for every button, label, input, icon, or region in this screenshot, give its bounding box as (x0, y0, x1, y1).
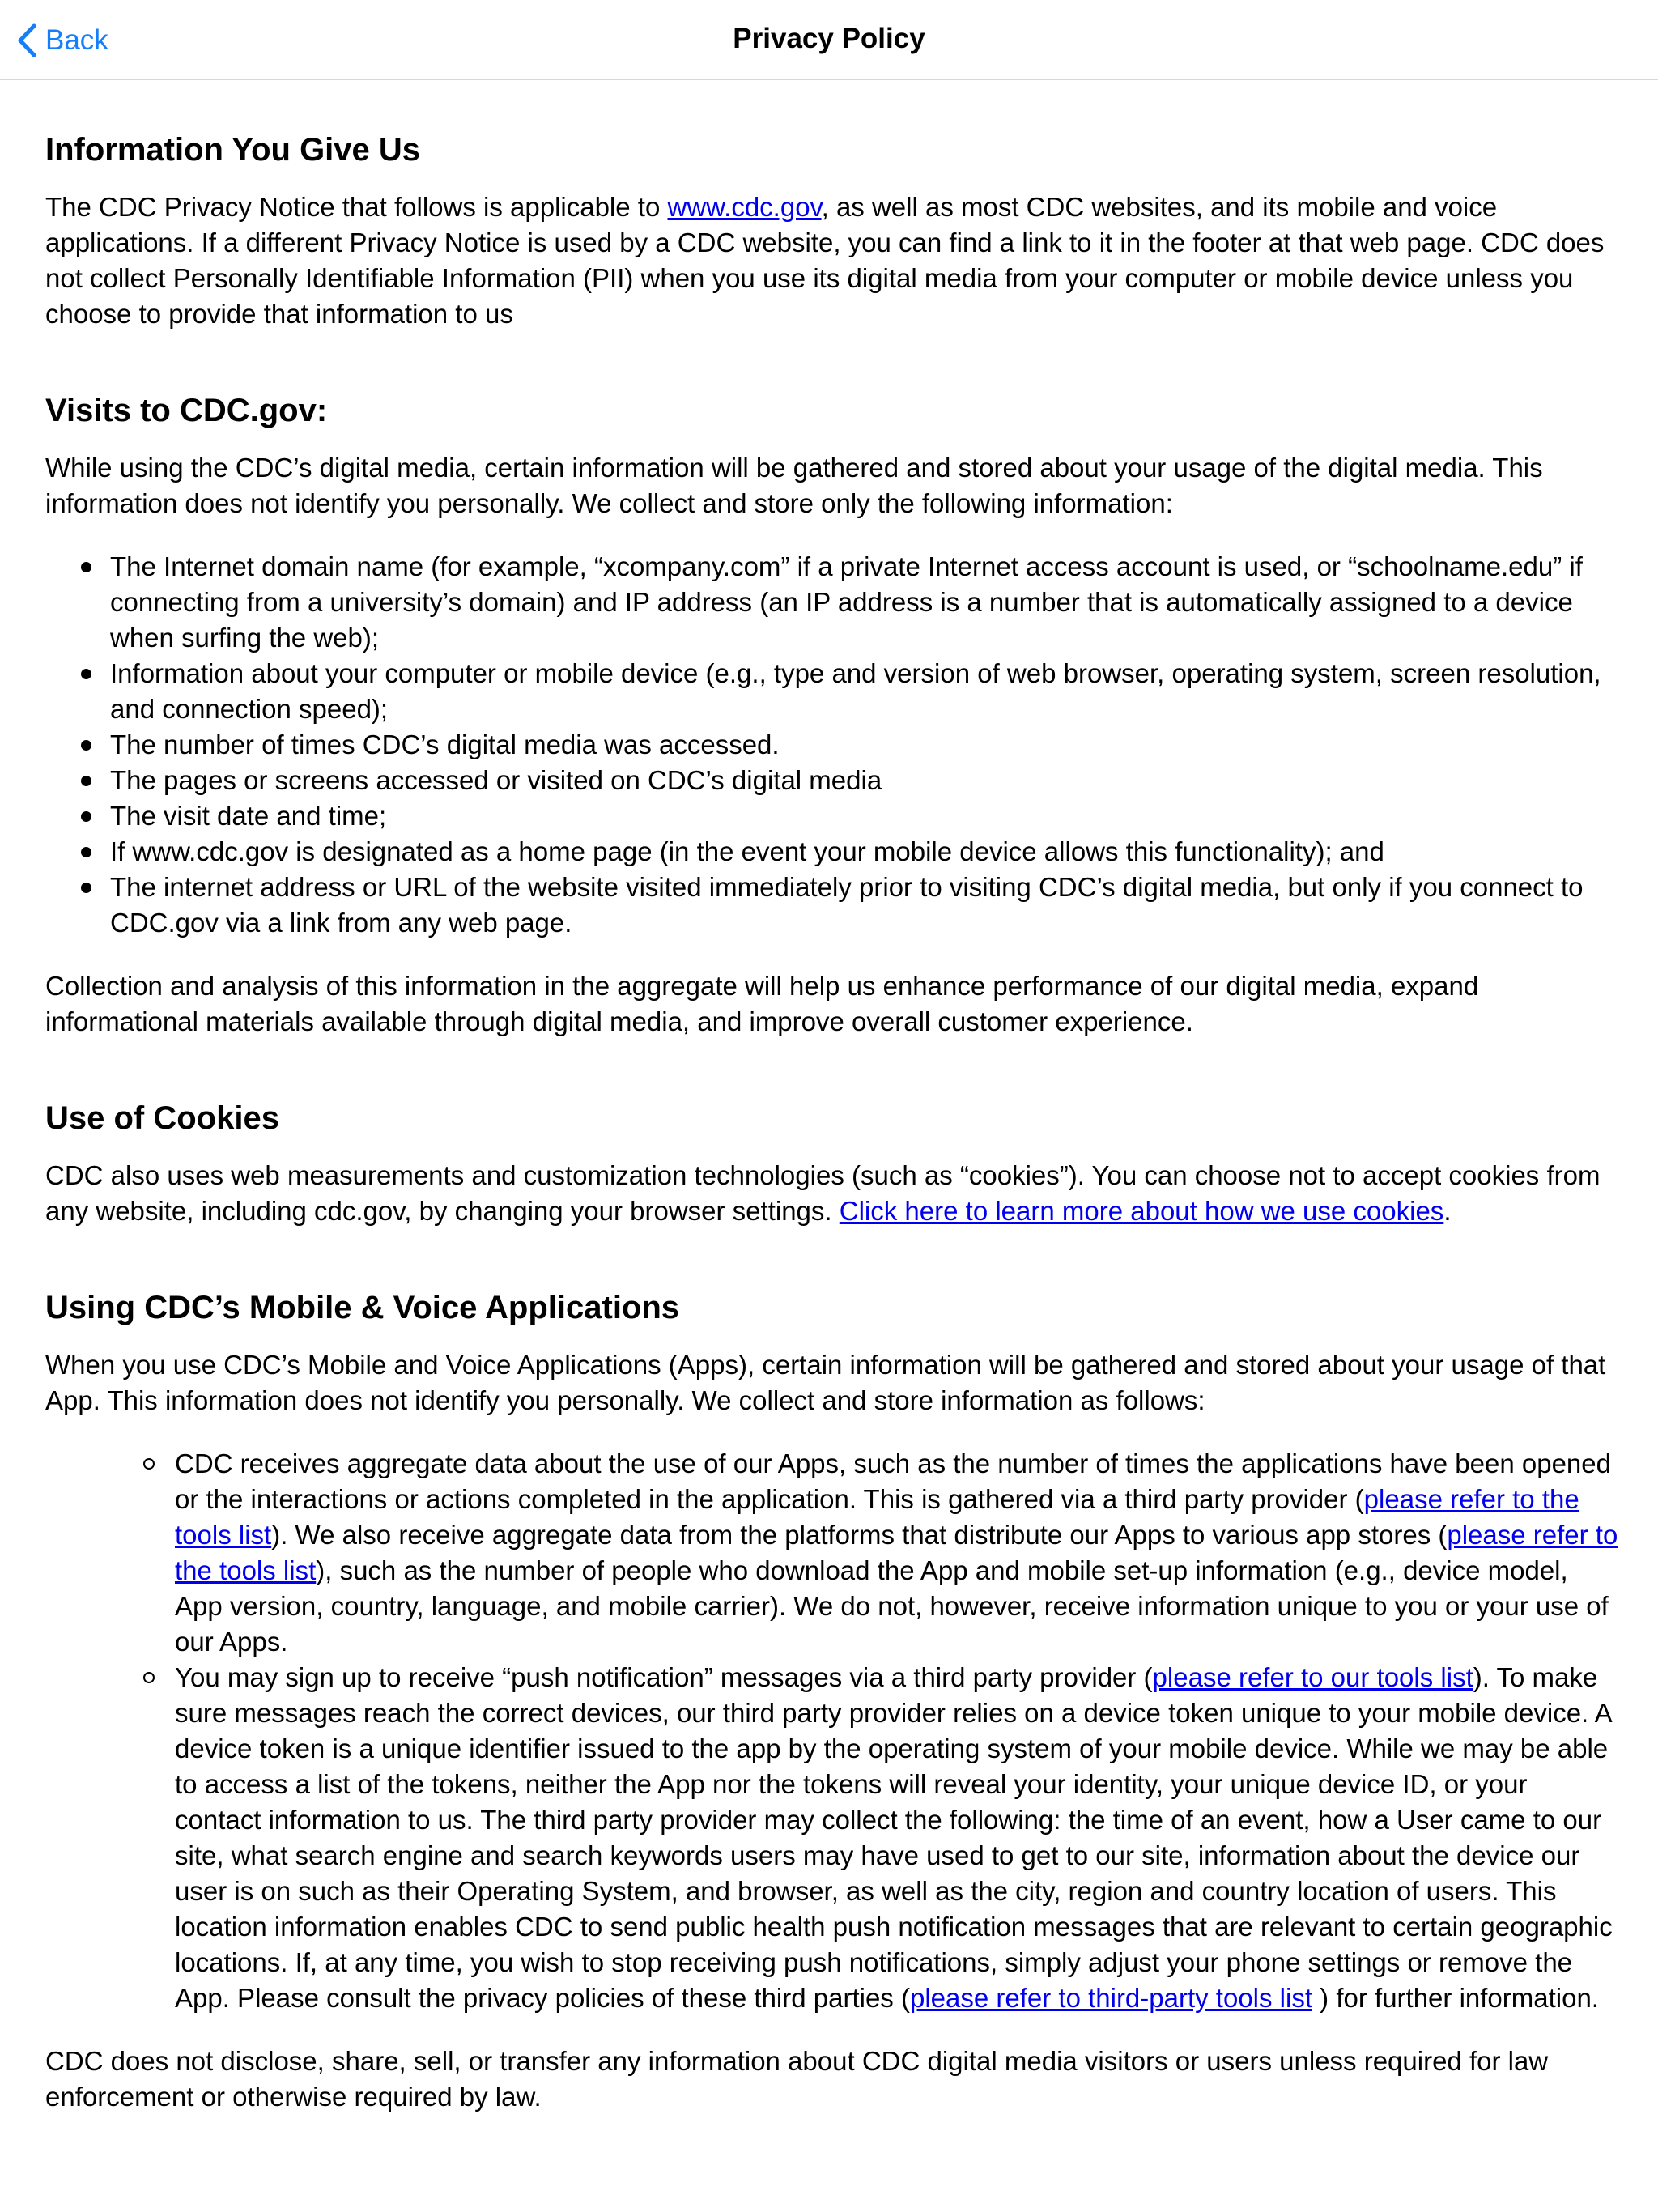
policy-content (45, 121, 1619, 2142)
tools-list-link[interactable]: please refer to the tools list (175, 1484, 1579, 1550)
apps-item2-text2: ). To make sure messages reach the correct devices, our third party provider relies on a device token unique to your mobile device. A device token is a unique identifier issued to the app by the operating system of your mobile device. While we may be able to access a list of the tokens, neither the App nor the tokens will reveal your identity, your unique device ID, or your contact information to us. The third party provider may collect the following: the time of an event, how a User came to our site, what search engine and search keywords users may have used to get to our site, information about the device our user is on such as their Operating System, and browser, as well as the city, region and country location of users. This location information enables CDC to send public health push notification messages that are relevant to certain geographic locations. If, at any time, you wish to stop receiving push notifications, simply adjust your phone settings or remove the App. Please consult the privacy policies of these third parties ( (175, 1662, 1613, 2013)
back-label: Back (45, 24, 108, 56)
apps-item2-text1: You may sign up to receive “push notification” messages via a third party provider ( (175, 1662, 1153, 1692)
info-text-before: The CDC Privacy Notice that follows is applicable to (45, 192, 668, 222)
visits-intro: While using the CDC’s digital media, certain information will be gathered and stored about your usage of the digital media. This information does not identify you personally. We collect and store only the following information: (45, 453, 1543, 518)
tools-list-link[interactable]: please refer to our tools list (1152, 1662, 1473, 1692)
list-item: The number of times CDC’s digital media was accessed. (45, 727, 1619, 763)
list-item: The visit date and time; (45, 798, 1619, 834)
list-item: Information about your computer or mobile device (e.g., type and version of web browser, operating system, screen resolution, and connection speed); (45, 656, 1619, 727)
list-item: The pages or screens accessed or visited on CDC’s digital media (45, 763, 1619, 798)
cdc-gov-link[interactable]: www.cdc.gov (667, 192, 822, 222)
cookies-text: CDC also uses web measurements and customization technologies (such as “cookies”). You can choose not to accept cookies from any website, including cdc.gov, by changing your browser settings. (45, 1160, 1601, 1226)
apps-outro: CDC does not disclose, share, sell, or transfer any information about CDC digital media visitors or users unless required for law enforcement or otherwise required by law. (45, 2046, 1549, 2112)
cookies-paragraph (45, 1158, 1619, 1229)
apps-item2-text3: ) for further information. (1312, 1983, 1599, 2013)
apps-intro: When you use CDC’s Mobile and Voice Applications (Apps), certain information will be gathered and stored about your usage of that App. This information does not identify you personally. We collect and store information as follows: (45, 1350, 1606, 1415)
list-item (45, 1446, 1619, 1660)
tools-list-link[interactable]: please refer to the tools list (175, 1520, 1618, 1585)
info-text-after: , as well as most CDC websites, and its mobile and voice applications. If a different Privacy Notice is used by a CDC website, you can find a link to it in the footer at that web page. CDC does not collect Personally Identifiable Information (PII) when you use its digital media from your computer or mobile device unless you choose to provide that information to us (45, 192, 1605, 329)
visits-list (45, 549, 1619, 941)
list-item: The Internet domain name (for example, “xcompany.com” if a private Internet access account is used, or “schoolname.edu” if connecting from a university’s domain) and IP address (an IP address is a number that is automatically assigned to a device when surfing the web); (45, 549, 1619, 656)
heading-cookies: Use of Cookies (45, 1100, 279, 1136)
apps-item1-text1: CDC receives aggregate data about the use of our Apps, such as the number of times the applications have been opened or the interactions or actions completed in the application. This is gathered via a third party provider ( (175, 1448, 1611, 1514)
heading-information-you-give-us: Information You Give Us (45, 132, 421, 168)
heading-apps: Using CDC’s Mobile & Voice Applications (45, 1290, 680, 1325)
apps-item1-text2: ). We also receive aggregate data from the platforms that distribute our Apps to various app stores ( (271, 1520, 1448, 1550)
third-party-tools-link[interactable]: please refer to third-party tools list (909, 1983, 1313, 2013)
apps-item1-text3: ), such as the number of people who download the App and mobile set-up information (e.g., device model, App version, country, language, and mobile carrier). We do not, however, receive information unique to you or your use of our Apps. (175, 1555, 1609, 1657)
navigation-bar (0, 0, 1658, 80)
list-item: The internet address or URL of the website visited immediately prior to visiting CDC’s digital media, but only if you connect to CDC.gov via a link from any web page. (45, 870, 1619, 941)
info-paragraph (45, 189, 1619, 332)
apps-list (45, 1446, 1619, 2016)
page-title: Privacy Policy (733, 23, 925, 54)
list-item: If www.cdc.gov is designated as a home page (in the event your mobile device allows this functionality); and (45, 834, 1619, 870)
cookies-link[interactable]: Click here to learn more about how we use cookies (839, 1196, 1444, 1226)
cookies-text-after: . (1443, 1196, 1452, 1226)
heading-visits: Visits to CDC.gov: (45, 393, 328, 428)
list-item (45, 1660, 1619, 2016)
visits-outro: Collection and analysis of this information in the aggregate will help us enhance performance of our digital media, expand informational materials available through digital media, and improve overall customer experience. (45, 971, 1479, 1036)
